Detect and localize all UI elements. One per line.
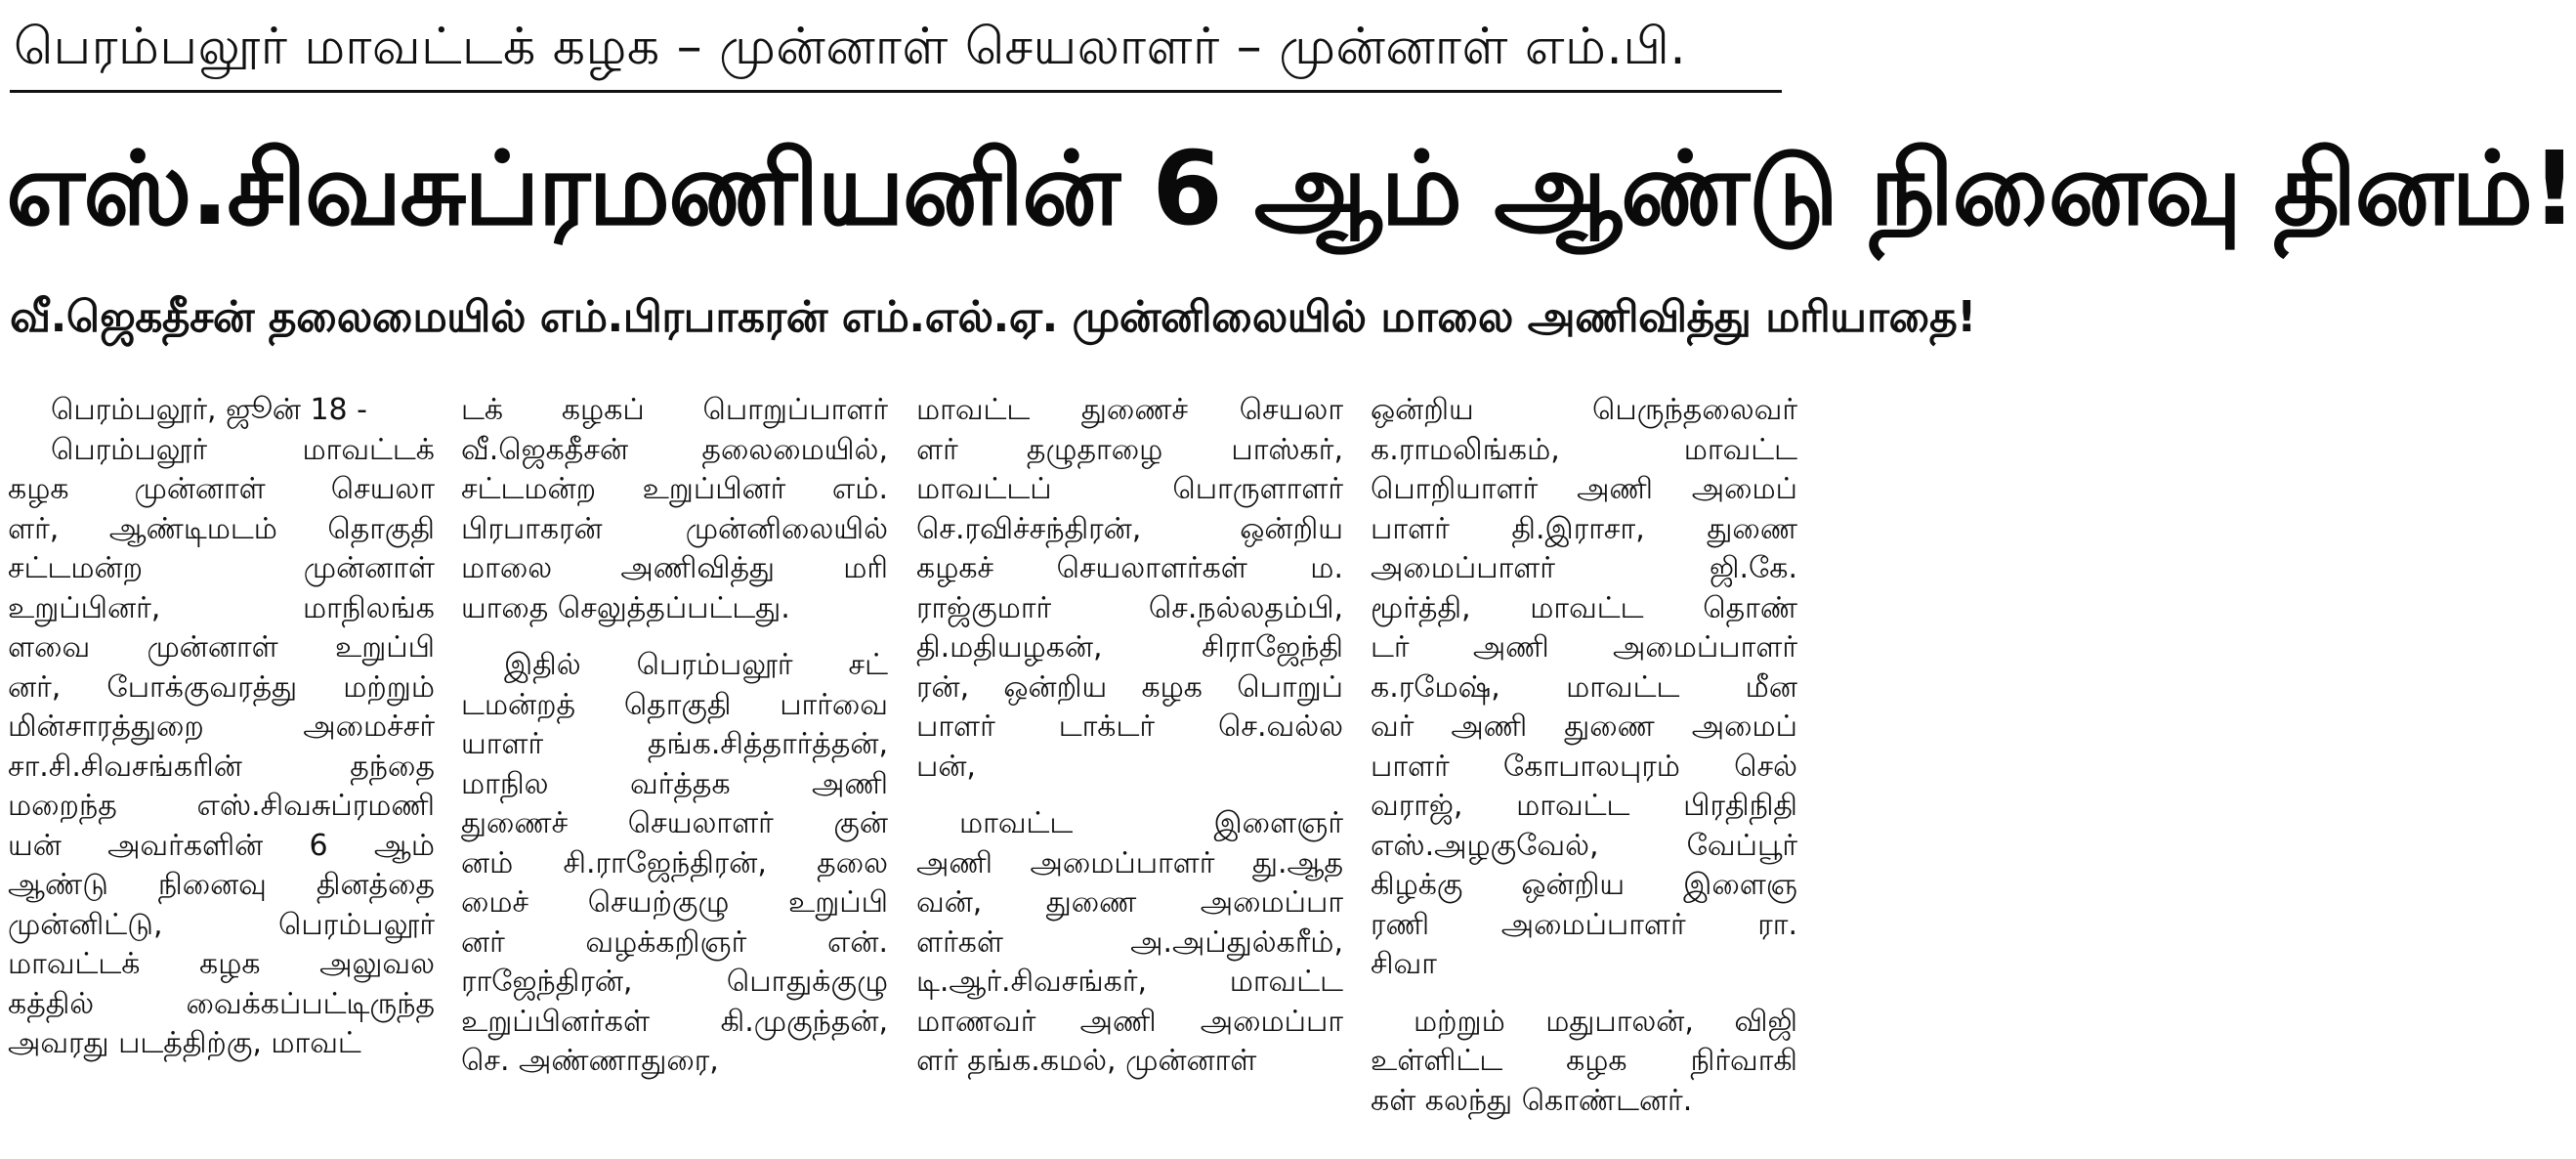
article-line: யன் அவர்களின் 6 ஆம் <box>8 828 435 863</box>
article-line: மாலை அணிவித்து மரி <box>461 551 888 585</box>
article-line: கிழக்கு ஒன்றிய இளைஞ <box>1371 868 1797 902</box>
article-line: ரன், ஒன்றிய கழக பொறுப் <box>916 669 1343 705</box>
article-column-1 <box>8 391 435 1153</box>
article-line: ராஜேந்திரன், பொதுக்குழு <box>461 965 888 999</box>
article-line: னர், போக்குவரத்து மற்றும் <box>8 669 435 705</box>
article-line: சிவா <box>1371 947 1437 981</box>
article-line: பெரம்பலூர், ஜூன் 18 - <box>51 393 368 427</box>
article-line: ளர் தங்க.கமல், முன்னாள் <box>916 1044 1257 1078</box>
article-line: ளர், ஆண்டிமடம் தொகுதி <box>8 511 435 546</box>
article-line: பிரபாகரன் முன்னிலையில் <box>461 511 888 546</box>
article-line: கழக முன்னாள் செயலா <box>8 472 435 506</box>
article-line: கழகச் செயலாளர்கள் ம. <box>916 551 1343 585</box>
article-line: பாளர் டாக்டர் செ.வல்ல <box>916 709 1343 744</box>
article-line: பெரம்பலூர் மாவட்டக் <box>51 432 435 467</box>
article-line: மாவட்டக் கழக அலுவல <box>8 947 435 981</box>
article-line: சட்டமன்ற முன்னாள் <box>8 551 435 585</box>
article-line: செ.ரவிச்சந்திரன், ஒன்றிய <box>916 511 1343 546</box>
article-line: வர் அணி துணை அமைப் <box>1371 709 1797 744</box>
article-line: யாதை செலுத்தப்பட்டது. <box>461 590 790 625</box>
header-divider <box>10 90 1782 93</box>
article-line: மாவட்ட இளைஞர் <box>959 806 1343 840</box>
article-line: உறுப்பினர்கள் கி.முகுந்தன், <box>461 1004 888 1039</box>
article-column-2 <box>461 391 888 1153</box>
article-column-3 <box>916 391 1343 1153</box>
kicker-line: பெரம்பலூர் மாவட்டக் கழக – முன்னாள் செயலாளர் – முன்னாள் எம்.பி. <box>14 18 1687 76</box>
article-line: டமன்றத் தொகுதி பார்வை <box>461 687 888 722</box>
article-line: பன், <box>916 749 976 784</box>
article-line: ஆண்டு நினைவு தினத்தை <box>8 868 435 902</box>
article-line: டக் கழகப் பொறுப்பாளர் <box>461 393 888 427</box>
article-line: செ. அண்ணாதுரை, <box>461 1044 719 1078</box>
article-line: ரணி அமைப்பாளர் ரா. <box>1371 907 1797 942</box>
article-line: மறைந்த எஸ்.சிவசுப்ரமணி <box>8 789 435 823</box>
article-line: மாவட்டப் பொருளாளர் <box>916 472 1343 506</box>
article-line: முன்னிட்டு, பெரம்பலூர் <box>8 907 435 942</box>
article-line: டர் அணி அமைப்பாளர் <box>1371 630 1797 665</box>
article-line: மற்றும் மதுபாலன், விஜி <box>1414 1004 1797 1039</box>
article-line: வன், துணை அமைப்பா <box>916 885 1343 920</box>
article-line: மைச் செயற்குழு உறுப்பி <box>461 885 888 920</box>
article-line: மூர்த்தி, மாவட்ட தொண் <box>1371 590 1797 625</box>
article-line: சட்டமன்ற உறுப்பினர் எம். <box>461 472 888 506</box>
headline: எஸ்.சிவசுப்ரமணியனின் 6 ஆம் ஆண்டு நினைவு தினம்! <box>6 129 2576 248</box>
article-line: ளவை முன்னாள் உறுப்பி <box>8 630 435 665</box>
article-line: அணி அமைப்பாளர் து.ஆத <box>916 845 1343 880</box>
article-line: பொறியாளர் அணி அமைப் <box>1371 472 1797 506</box>
article-line: மாநில வர்த்தக அணி <box>461 766 888 801</box>
article-line: எஸ்.அழகுவேல், வேப்பூர் <box>1371 828 1797 863</box>
article-line: யாளர் தங்க.சித்தார்த்தன், <box>461 727 888 761</box>
article-line: ஒன்றிய பெருந்தலைவர் <box>1371 393 1797 427</box>
article-line: தி.மதியழகன், சிராஜேந்தி <box>916 630 1343 665</box>
article-line: உள்ளிட்ட கழக நிர்வாகி <box>1371 1044 1797 1078</box>
article-line: கத்தில் வைக்கப்பட்டிருந்த <box>8 986 435 1021</box>
article-line: பாளர் தி.இராசா, துணை <box>1371 511 1797 546</box>
article-line: கள் கலந்து கொண்டனர். <box>1371 1083 1693 1118</box>
article-line: துணைச் செயலாளர் குன் <box>461 806 888 840</box>
article-line: ராஜ்குமார் செ.நல்லதம்பி, <box>916 590 1343 625</box>
article-line: னம் சி.ராஜேந்திரன், தலை <box>461 845 888 880</box>
article-line: அமைப்பாளர் ஜி.கே. <box>1371 551 1797 585</box>
article-line: சா.சி.சிவசங்கரின் தந்தை <box>8 749 435 784</box>
article-line: ளர்கள் அ.அப்துல்கரீம், <box>916 924 1343 960</box>
article-line: க.ராமலிங்கம், மாவட்ட <box>1371 432 1797 467</box>
article-line: வீ.ஜெகதீசன் தலைமையில், <box>461 432 888 467</box>
article-line: வராஜ், மாவட்ட பிரதிநிதி <box>1371 789 1797 823</box>
subheadline: வீ.ஜெகதீசன் தலைமையில் எம்.பிரபாகரன் எம்.எல்.ஏ. முன்னிலையில் மாலை அணிவித்து மரியாதை! <box>10 292 1976 342</box>
article-line: டி.ஆர்.சிவசங்கர், மாவட்ட <box>916 965 1343 999</box>
article-line: மாவட்ட துணைச் செயலா <box>916 393 1343 427</box>
article-line: க.ரமேஷ், மாவட்ட மீன <box>1371 669 1797 705</box>
article-column-4 <box>1371 391 1797 1153</box>
article-line: பாளர் கோபாலபுரம் செல் <box>1371 749 1797 784</box>
article-line: ளர் தழுதாழை பாஸ்கர், <box>916 432 1343 467</box>
article-line: மாணவர் அணி அமைப்பா <box>916 1004 1343 1039</box>
article-line: இதில் பெரம்பலூர் சட் <box>504 648 888 682</box>
article-line: உறுப்பினர், மாநிலங்க <box>8 590 435 625</box>
article-line: னர் வழக்கறிஞர் என். <box>461 924 888 960</box>
article-body <box>8 391 1797 1153</box>
article-line: மின்சாரத்துறை அமைச்சர் <box>8 709 435 744</box>
article-line: அவரது படத்திற்கு, மாவட் <box>8 1026 361 1060</box>
